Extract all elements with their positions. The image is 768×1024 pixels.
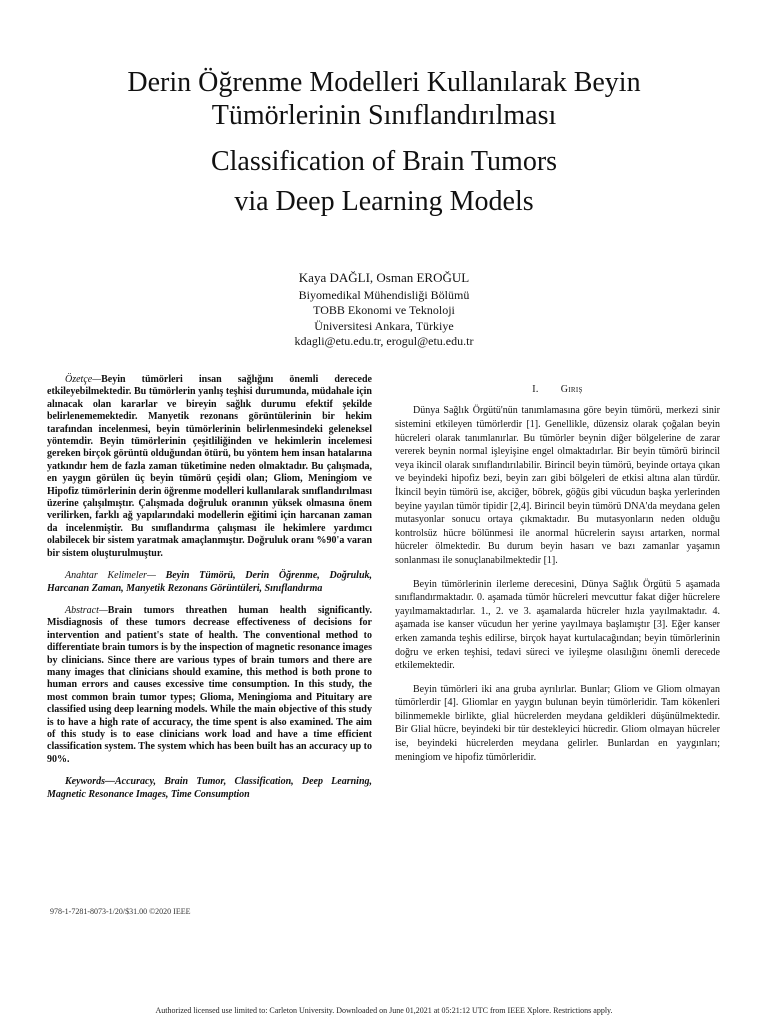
title-en-line-2: via Deep Learning Models bbox=[234, 186, 534, 217]
keywords-label: Keywords— bbox=[65, 776, 115, 788]
author-emails: kdagli@etu.edu.tr, erogul@etu.edu.tr bbox=[294, 334, 474, 348]
section-title: Giriş bbox=[560, 384, 583, 395]
keywords-paragraph bbox=[47, 776, 372, 801]
author-university-2: Üniversitesi Ankara, Türkiye bbox=[314, 318, 454, 333]
abstract-text: Brain tumors threathen human health significantly. Misdiagnosis of these tumors decrease effectiveness of decisions for intervention and patient's state of health. The conventional method to differentiate brain tumors is by the inspection of magnetic resonance images by clinicians. Since there are various types of brain tumors and there are many images that clinicians should examine, this method is both prone to human errors and causes excessive time consumption. In this study, the most common brain tumor types; Glioma, Meningioma and Pituitary are classified using deep learning models. While the main objective of this study is to have a high rate of accuracy, the time spent is also examined. The aim of this study is to ease clinicians work load and have a time efficient classification system. The system which has been built has an accuracy up to 90%. bbox=[47, 604, 372, 765]
abstract-paragraph bbox=[47, 605, 372, 766]
intro-paragraph-3: Beyin tümörleri iki ana gruba ayrılırlar. Bunlar; Gliom ve Gliom olmayan tümörlerdir [4]. Gliomlar en yaygın bulunan beyin tümörleridir. Tam kökenleri bilinmemekle birlikte, glial hücrelerden meydana geldikleri düşünülmektedir. Bir Glial hücre, beyindeki bir tür destekleyici hücredir. Gliom olmayan hücreler ise, beyindeki hücrelerden meydana gelirler. Bunlardan en yaygınları; meningiom ve hipofiz tümörleridir. bbox=[395, 683, 720, 763]
author-department: Biyomedikal Mühendisliği Bölümü bbox=[298, 287, 470, 302]
left-column bbox=[47, 374, 372, 801]
section-heading-introduction bbox=[395, 384, 720, 396]
copyright-notice: 978-1-7281-8073-1/20/$31.00 ©2020 IEEE bbox=[50, 907, 191, 916]
author-names: Kaya DAĞLI, Osman EROĞUL bbox=[298, 270, 470, 285]
title-turkish bbox=[0, 66, 768, 132]
license-footer: Authorized licensed use limited to: Carleton University. Downloaded on June 01,2021 at 05:21:12 UTC from IEEE Xplore. Restrictions apply. bbox=[155, 1006, 613, 1015]
abstract-label: Abstract— bbox=[65, 604, 108, 616]
keywords-text: Accuracy, Brain Tumor, Classification, Deep Learning, Magnetic Resonance Images, Time Consumption bbox=[47, 776, 372, 800]
title-en-line-1: Classification of Brain Tumors bbox=[210, 146, 558, 177]
anahtar-paragraph bbox=[47, 570, 372, 595]
anahtar-label: Anahtar Kelimeler— bbox=[65, 570, 156, 582]
ozet-label: Özetçe— bbox=[65, 374, 102, 385]
intro-paragraph-2: Beyin tümörlerinin ilerleme derecesini, Dünya Sağlık Örgütü 5 aşamada sınıflandırmaktadır. 0. aşamada tümör hücreleri mevcuttur fakat diğer hücrelere yayılmamaktadırlar. 1., 2. ve 3. aşamalarda hücreler hızla yayılmaktadır. 4. aşamada ise kanser vücudun her yerine yayılmaya başlamıştır [3]. Eğer kanser erken zamanda teşhis edilirse, birçok hayat kurtulacağından; beyin tümörlerinin doğru ve erken teşhisi, tedavi süreci ve iyileşme olasılığını önemli derecede etkilemektedir. bbox=[395, 578, 720, 672]
author-university-1: TOBB Ekonomi ve Teknoloji bbox=[313, 303, 455, 317]
title-block bbox=[0, 66, 768, 222]
anahtar-text: Beyin Tümörü, Derin Öğrenme, Doğruluk, Harcanan Zaman, Manyetik Rezonans Görüntüleri, Sınıflandırma bbox=[47, 570, 373, 594]
intro-paragraph-1: Dünya Sağlık Örgütü'nün tanımlamasına göre beyin tümörü, merkezi sinir sistemini etkileyen tümörlerdir [1]. Genellikle, düzensiz olarak çoğalan beyin hücreleri olarak tanımlanırlar. Bu tümörler beynin diğer bölgelerine de zarar vererek beynin normal işleyişine engel olmaktadırlar. Bir beyin tümörü birincil veya ikincil olarak sınıflandırılabilir. Birincil beyin tümörü, beyinde ortaya çıkan ve beyindeki hipofiz bezi, beyin zarı gibi bölgeleri de etkisi altına alan türdür. İkincil beyin tümörü ise, akciğer, böbrek, göğüs gibi vücudun başka yerlerinden beyine yayılan tümör tipidir [2,4]. Birincil beyin tümörü DNA'da meydana gelen mutasyonlar sonucu ortaya çıkmaktadır. Bu mutasyonların neden olduğu kontrolsüz hücre bölünmesi ile anormal hücrelerin sayısı artarken, normal hücreler ölmektedir. Bu durum beyin hasarı ve bazı zamanlar yaşamın sonlanması ile sonuçlanabilmektedir [1]. bbox=[395, 405, 720, 566]
title-english bbox=[0, 142, 768, 222]
title-tr-line-2: Tümörlerinin Sınıflandırılması bbox=[211, 100, 557, 131]
ozet-paragraph bbox=[47, 374, 372, 560]
right-column bbox=[395, 374, 720, 764]
ozet-text: Beyin tümörleri insan sağlığını önemli derecede etkileyebilmektedir. Bu tümörlerin yanlış teşhisi durumunda, müdahale için alınacak olan kararlar ve bireyin sağlık durumu efektif şekilde belirlenememektedir. Manyetik rezonans görüntülerinin bir hekim tarafından incelenmesi, beyin tümörlerinin belirlenmesindeki geleneksel yöntemdir. Beyin tümörlerinin çeşitliliğinden ve hekimlerin incelemesi gereken birçok görüntü olduğundan ötürü, bu yöntem hem insan hatalarına yatkındır hem de fazla zaman tüketimine neden olmaktadır. Bu çalışmada, en yaygın görülen üç beyin tümörü çeşidi olan; Gliom, Meningiom ve Hipofiz tümörlerinin derin öğrenme modelleri kullanılarak sınıflandırılması üzerine çalışılmıştır. Çalışmada doğruluk oranının yüksek olmasına önem verilirken, farklı ağ yapılarındaki modellerin eğitimi için harcanan zaman da incelenmiştir. Bu sınıflandırma çalışması ile hekimlere yardımcı olabilecek bir sistem yaratmak amaçlanmıştır. Doğruluk oranı %90'a varan bir sistem oluşturulmuştur. bbox=[47, 374, 372, 559]
section-number: I. bbox=[532, 384, 539, 395]
author-block bbox=[0, 270, 768, 350]
title-tr-line-1: Derin Öğrenme Modelleri Kullanılarak Beyin bbox=[127, 67, 641, 98]
